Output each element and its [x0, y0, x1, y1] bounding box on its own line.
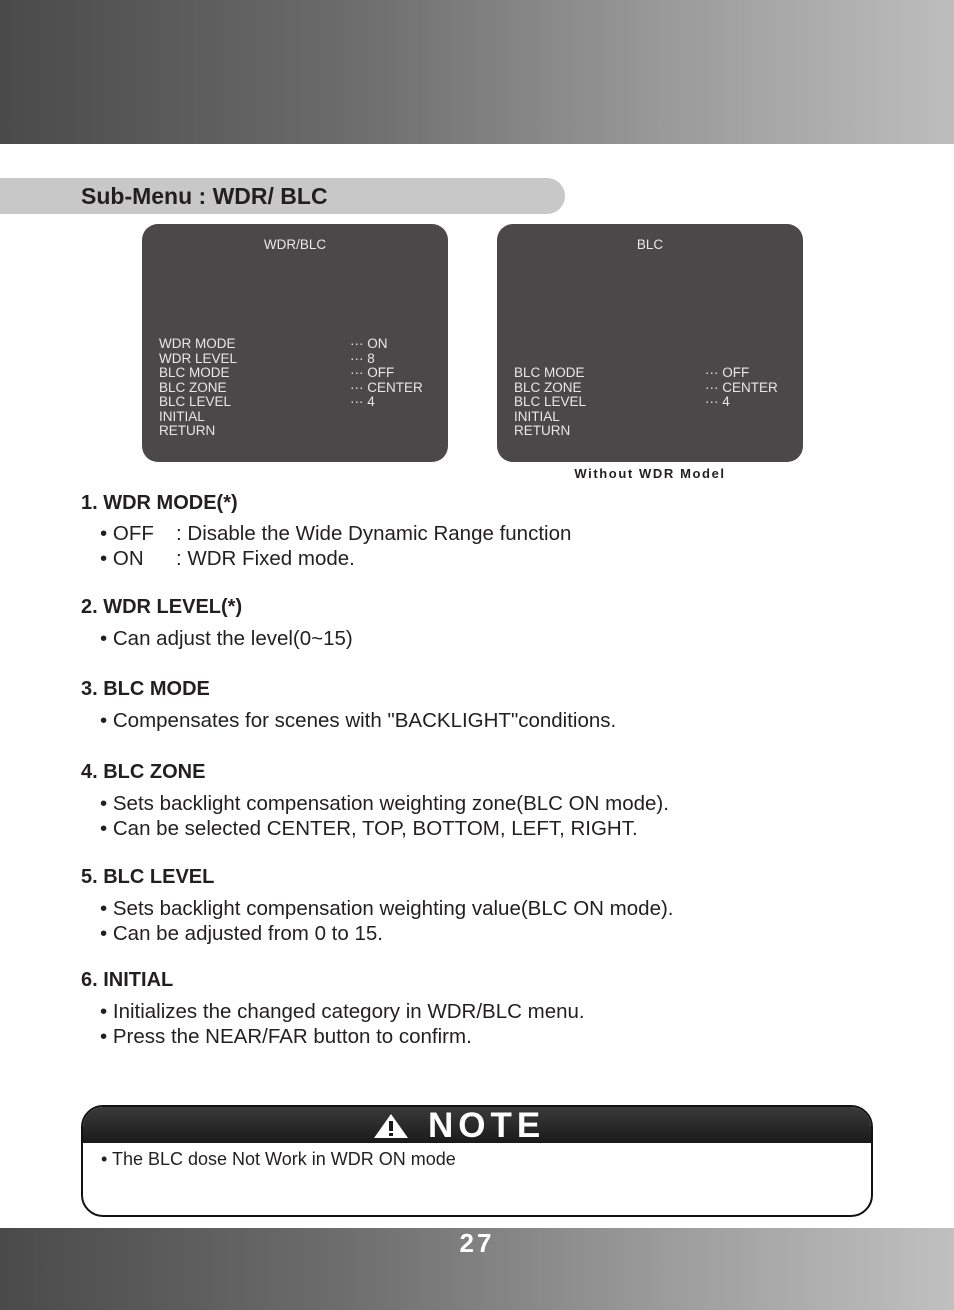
osd-label: RETURN	[514, 423, 571, 438]
osd-row	[514, 424, 789, 439]
osd-value	[705, 424, 789, 439]
bullet-text: • Press the NEAR/FAR button to confirm.	[100, 1025, 472, 1048]
osd-value: ··· 4	[705, 394, 730, 409]
osd-label: INITIAL	[514, 408, 560, 424]
bullet-text: • Sets backlight compensation weighting value(BLC ON mode).	[100, 897, 674, 920]
osd-row	[514, 366, 789, 381]
warning-icon	[373, 1113, 409, 1139]
osd-row	[514, 381, 789, 396]
osd-row	[159, 337, 434, 352]
osd-label: BLC LEVEL	[514, 394, 587, 409]
section-title: Sub-Menu : WDR/ BLC	[81, 183, 328, 209]
item-title-blc-level: 5. BLC LEVEL	[81, 866, 215, 888]
note-text: • The BLC dose Not Work in WDR ON mode	[101, 1149, 456, 1169]
bullet-key: • ON	[100, 547, 144, 570]
osd-label: WDR LEVEL	[159, 350, 238, 366]
note-box	[81, 1105, 873, 1217]
osd-label: BLC MODE	[514, 365, 585, 380]
item-title-blc-zone: 4. BLC ZONE	[81, 761, 206, 783]
osd-rows	[514, 366, 789, 439]
osd-title: WDR/BLC	[263, 237, 327, 252]
osd-value	[350, 424, 434, 439]
osd-row	[159, 381, 434, 396]
osd-label: WDR MODE	[159, 336, 236, 351]
osd-label: BLC ZONE	[514, 379, 582, 395]
note-header	[83, 1107, 871, 1143]
osd-value: ··· ON	[350, 336, 388, 351]
osd-value: ··· CENTER	[350, 379, 423, 395]
osd-row	[159, 395, 434, 410]
osd-rows	[159, 337, 434, 439]
osd-value: ··· CENTER	[705, 379, 778, 395]
bullet-text: • Compensates for scenes with "BACKLIGHT"conditions.	[100, 709, 617, 732]
osd-value: ··· OFF	[705, 365, 750, 380]
osd-label: BLC LEVEL	[159, 394, 232, 409]
osd-value: ··· 4	[350, 394, 375, 409]
page-number: 27	[459, 1228, 495, 1258]
bullet-off	[100, 521, 571, 546]
osd-caption: Without WDR Model	[574, 466, 726, 481]
osd-row	[159, 424, 434, 439]
item-title-wdr-level: 2. WDR LEVEL(*)	[81, 596, 243, 618]
bullet-text: • Can be adjusted from 0 to 15.	[100, 922, 383, 945]
bullet-on	[100, 546, 355, 571]
note-title: NOTE	[428, 1106, 546, 1145]
bullet-text: : Disable the Wide Dynamic Range function	[176, 522, 572, 545]
osd-row	[514, 410, 789, 425]
osd-row	[159, 410, 434, 425]
osd-label: BLC ZONE	[159, 379, 227, 395]
bullet-text: • Can adjust the level(0~15)	[100, 627, 353, 650]
item-title-wdr-mode: 1. WDR MODE(*)	[81, 492, 238, 514]
osd-row	[514, 395, 789, 410]
osd-value: ··· 8	[350, 350, 375, 366]
osd-value: ··· OFF	[350, 365, 395, 380]
osd-menu-blc	[497, 224, 803, 462]
osd-row	[159, 366, 434, 381]
bullet-text: : WDR Fixed mode.	[176, 547, 355, 570]
osd-value	[705, 410, 789, 425]
osd-menu-wdr-blc	[142, 224, 448, 462]
bullet-text: • Sets backlight compensation weighting zone(BLC ON mode).	[100, 792, 669, 815]
bullet-key: • OFF	[100, 522, 154, 545]
osd-label: INITIAL	[159, 408, 205, 424]
osd-label: RETURN	[159, 423, 216, 438]
item-title-blc-mode: 3. BLC MODE	[81, 678, 210, 700]
item-title-initial: 6. INITIAL	[81, 969, 174, 991]
osd-row	[159, 352, 434, 367]
osd-value	[350, 410, 434, 425]
header-band	[0, 0, 954, 144]
osd-label: BLC MODE	[159, 365, 230, 380]
osd-title: BLC	[636, 237, 664, 252]
bullet-text: • Can be selected CENTER, TOP, BOTTOM, LEFT, RIGHT.	[100, 817, 638, 840]
bullet-text: • Initializes the changed category in WDR/BLC menu.	[100, 1000, 585, 1023]
